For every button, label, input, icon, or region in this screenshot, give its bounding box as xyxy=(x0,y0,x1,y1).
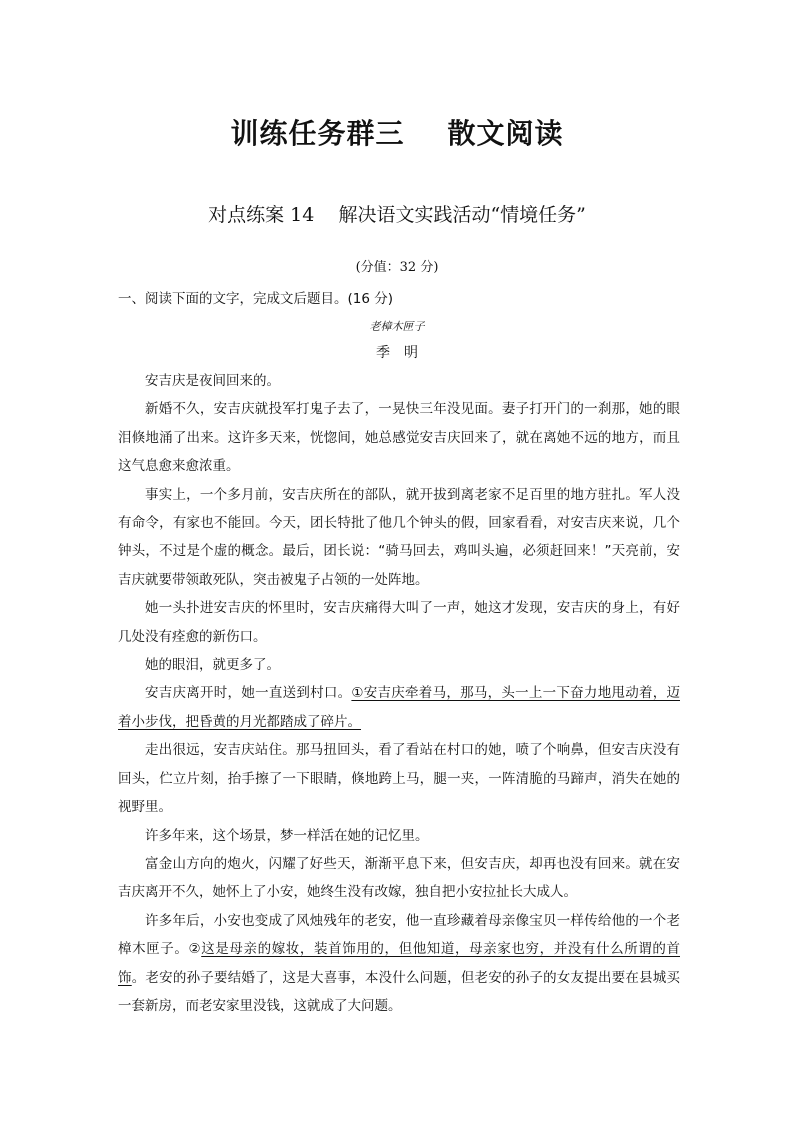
underlined-sentence-1: ①安吉庆牵着马，那马，头一上一下奋力地甩动着，迈着小步伐，把昏黄的月光都踏成了碎片。 xyxy=(118,685,680,730)
article-author: 季明 xyxy=(376,345,432,361)
paragraph: 安吉庆是夜间回来的。 xyxy=(145,373,280,389)
paragraph: 许多年来，这个场景，梦一样活在她的记忆里。 xyxy=(145,827,429,844)
paragraph: 她一头扑进安吉庆的怀里时，安吉庆痛得大叫了一声，她这才发现，安吉庆的身上，有好几处没有痊愈的新伤口。 xyxy=(118,600,680,645)
score-note: (分值：32 分) xyxy=(355,260,439,275)
paragraph-text: 。老安的孙子要结婚了，这是大喜事，本没什么问题，但老安的孙子的女友提出要在县城买一套新房，而老安家里没钱，这就成了大问题。 xyxy=(118,969,681,1014)
paragraph: 她的眼泪，就更多了。 xyxy=(145,657,280,674)
sub-title: 对点练案 14 解决语文实践活动“情境任务” xyxy=(208,204,586,226)
paragraph: 新婚不久，安吉庆就投军打鬼子去了，一晃快三年没见面。妻子打开门的一刹那，她的眼泪倏地涌了出来。这许多天来，恍惚间，她总感觉安吉庆回来了，就在离她不远的地方，而且这气息愈来愈浓重。 xyxy=(118,401,680,475)
article-title: 老樟木匣子 xyxy=(369,320,425,333)
paragraph: 事实上，一个多月前，安吉庆所在的部队，就开拔到离老家不足百里的地方驻扎。军人没有命令，有家也不能回。今天，团长特批了他几个钟头的假，回家看看，对安吉庆来说，几个钟头，不过是个虚的概念。最后，团长说：“骑马回去，鸡叫头遍，必须赶回来！”天亮前，安吉庆就要带领敢死队，突击被鬼子占领的一处阵地。 xyxy=(118,486,680,588)
paragraph: 富金山方向的炮火，闪耀了好些天，渐渐平息下来，但安吉庆，却再也没有回来。就在安吉庆离开不久，她怀上了小安，她终生没有改嫁，独自把小安拉扯长大成人。 xyxy=(118,855,680,901)
article-body xyxy=(118,367,680,1020)
paragraph-text: 安吉庆离开时，她一直送到村口。 xyxy=(145,685,352,702)
main-title: 训练任务群三 散文阅读 xyxy=(230,117,564,150)
underlined-sentence-2: 这是母亲的嫁妆，装首饰用的，但他知道，母亲家也穷，并没有什么所谓的首饰 xyxy=(118,941,680,986)
paragraph: 走出很远，安吉庆站住。那马扭回头，看了看站在村口的她，喷了个响鼻，但安吉庆没有回头，伫立片刻，抬手擦了一下眼睛，倏地跨上马，腿一夹，一阵清脆的马蹄声，消失在她的视野里。 xyxy=(118,742,680,816)
question-instruction: 一、阅读下面的文字，完成文后题目。(16 分) xyxy=(118,291,394,307)
paragraph xyxy=(118,679,680,736)
paragraph-text: 许多年后，小安也变成了风烛残年的老安，他一直珍藏着母亲像宝贝一样传给他的一个老樟木匣子。② xyxy=(118,912,680,958)
paragraph xyxy=(118,907,680,1021)
